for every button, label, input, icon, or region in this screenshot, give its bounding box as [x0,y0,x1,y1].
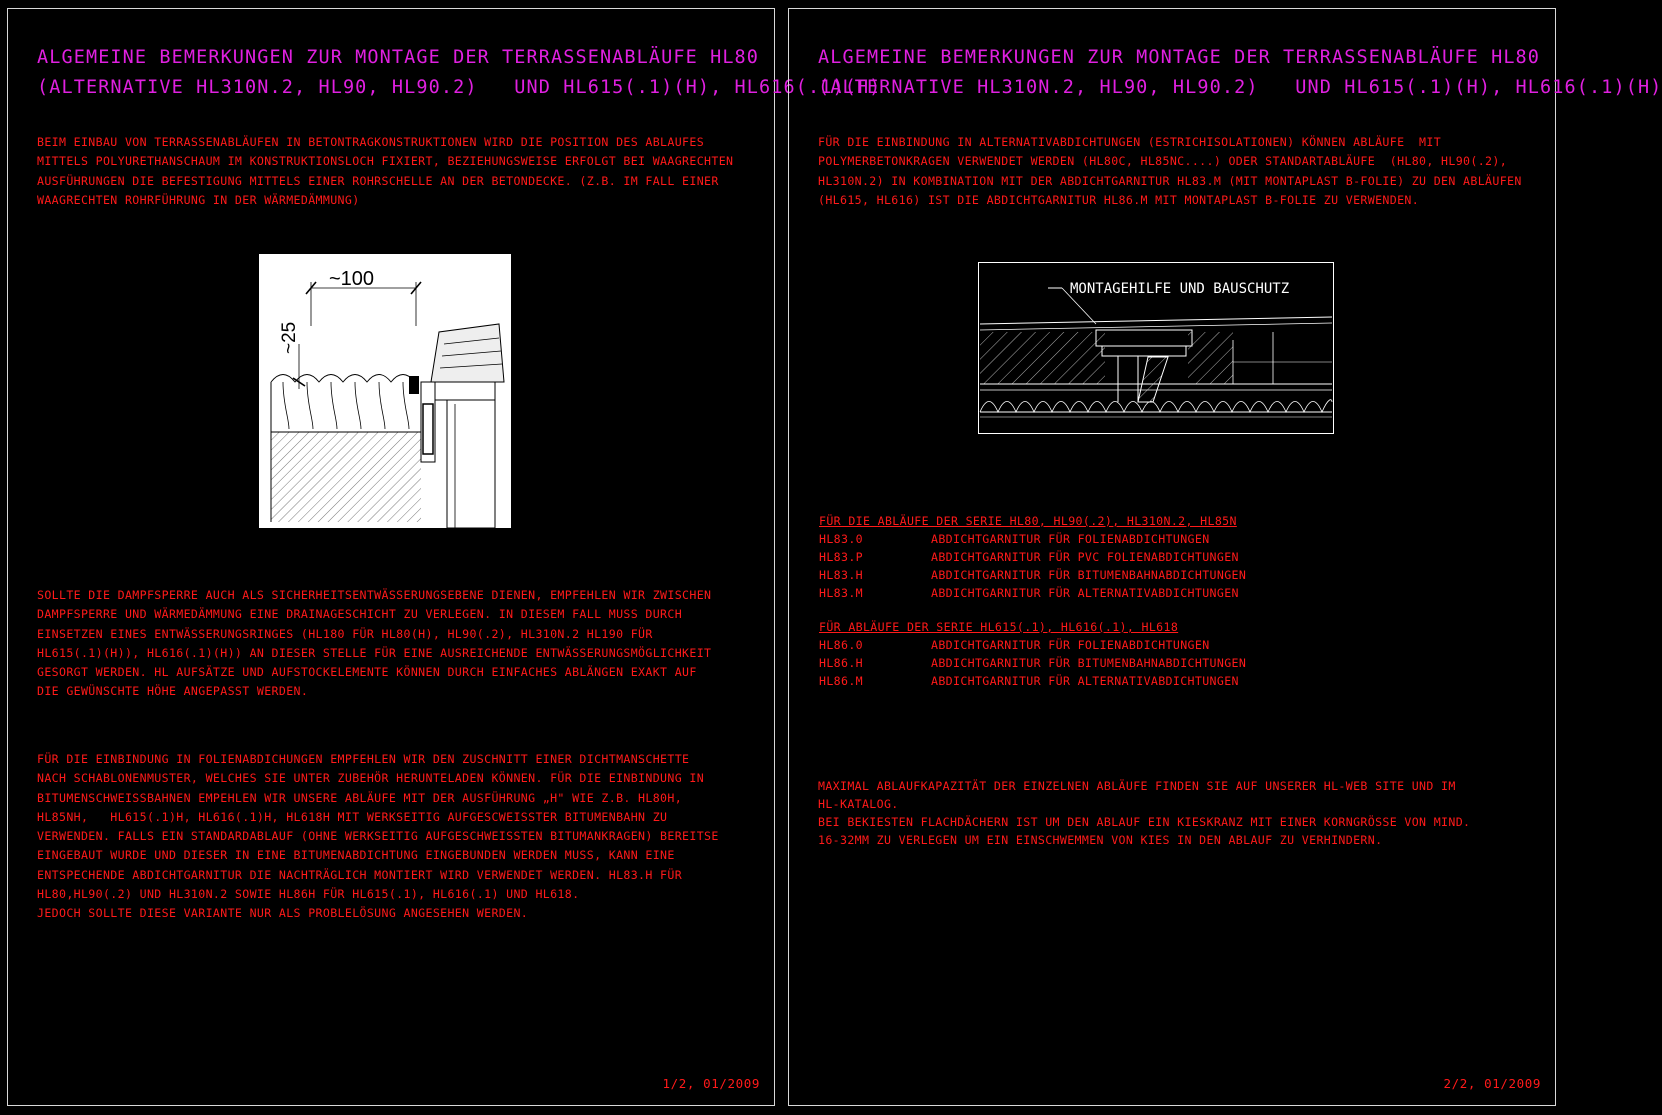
page-footer: 2/2, 01/2009 [1443,1076,1541,1091]
paragraph-vapour-barrier: SOLLTE DIE DAMPFSPERRE AUCH ALS SICHERHEITSENTWÄSSERUNGSEBENE DIENEN, EMPFEHLEN WIR ZWISCHEN DAMPFSPERRE UND WÄRMEDÄMMUNG EINE DRAINAGESCHICHT ZU VERLEGEN. IN DIESEM FALL MUSS DURCH EINSETZEN EINES ENTWÄSSERUNGSRINGES (HL180 FÜR HL80(H), HL90(.2), HL310N.2 HL190 FÜR HL615(.1)(H)), HL616(.1)(H)) AN DIESER STELLE FÜR EINE AUSREICHENDE ENTWÄSSERUNGSMÖGLICHKEIT GESORGT WERDEN. HL AUFSÄTZE UND AUFSTOCKELEMENTE KÖNNEN DURCH EINFACHES ABLÄNGEN EXAKT AUF DIE GEWÜNSCHTE HÖHE ANGEPASST WERDEN. [37,588,712,699]
table-cell-desc: ABDICHTGARNITUR FÜR BITUMENBAHNABDICHTUNGEN [931,568,1247,582]
table-cell-desc: ABDICHTGARNITUR FÜR FOLIENABDICHTUNGEN [931,638,1210,652]
table-row [819,584,1246,602]
dim-horizontal-label: ~100 [329,268,375,290]
page-footer: 1/2, 01/2009 [662,1076,760,1091]
table-cell-desc: ABDICHTGARNITUR FÜR PVC FOLIENABDICHTUNGEN [931,550,1239,564]
dim-vertical-label: ~25 [279,321,300,354]
paragraph-capacity-gravel: MAXIMAL ABLAUFKAPAZITÄT DER EINZELNEN ABLÄUFE FINDEN SIE AUF UNSERER HL-WEB SITE UND IM HL-KATALOG. BEI BEKIESTEN FLACHDÄCHERN IST UM DEN ABLAUF EIN KIESKRANZ MIT EINER KORNGRÖSSE VON MIND. 16-32MM ZU VERLEGEN UM EIN EINSCHWEMMEN VON KIES IN DEN ABLAUF ZU VERHINDERN. [818,779,1471,847]
table-row [819,548,1246,566]
table-cell-code: HL83.M [819,586,863,600]
mounting-aid-drawing [978,262,1334,434]
page-title: ALGEMEINE BEMERKUNGEN ZUR MONTAGE DER TERRASSENABLÄUFE HL80 (ALTERNATIVE HL310N.2, HL90, HL90.2) UND HL615(.1)(H), HL616(.1)(H) [37,47,882,98]
table-row [819,636,1246,654]
table-row [819,654,1246,672]
table-row [819,566,1246,584]
table-cell-code: HL83.H [819,568,863,582]
table-row [819,672,1246,690]
table-cell-code: HL83.0 [819,532,863,546]
table-cell-desc: ABDICHTGARNITUR FÜR ALTERNATIVABDICHTUNGEN [931,586,1239,600]
table-cell-desc: ABDICHTGARNITUR FÜR BITUMENBAHNABDICHTUNGEN [931,656,1247,670]
sheet-page-2 [788,8,1662,1106]
table-header: FÜR DIE ABLÄUFE DER SERIE HL80, HL90(.2), HL310N.2, HL85N [819,514,1237,528]
paragraph-alternative-sealing: FÜR DIE EINBINDUNG IN ALTERNATIVABDICHTUNGEN (ESTRICHISOLATIONEN) KÖNNEN ABLÄUFE MIT POLYMERBETONKRAGEN VERWENDET WERDEN (HL80C, HL85NC....) ODER STANDARTABLÄUFE (HL80, HL90(.2), HL310N.2) IN KOMBINATION MIT DER ABDICHTGARNITUR HL83.M (MIT MONTAPLAST B-FOLIE) ZU DEN ABLÄUFEN (HL615, HL616) IST DIE ABDICHTGARNITUR HL86.M MIT MONTAPLAST B-FOLIE ZU VERWENDEN. [818,135,1522,207]
table-cell-code: HL83.P [819,550,863,564]
table-cell-code: HL86.M [819,674,863,688]
paragraph-installation: BEIM EINBAU VON TERRASSENABLÄUFEN IN BETONTRAGKONSTRUKTIONEN WIRD DIE POSITION DES ABLAUFES MITTELS POLYURETHANSCHAUM IM KONSTRUKTIONSLOCH FIXIERT, BEZIEHUNGSWEISE ERFOLGT BEI WAAGRECHTEN AUSFÜHRUNGEN DIE BEFESTIGUNG MITTELS EINER ROHRSCHELLE AN DER BETONDECKE. (Z.B. IM FALL EINER WAAGRECHTEN ROHRFÜHRUNG IN DER WÄRMEDÄMMUNG) [37,135,734,207]
page-title: ALGEMEINE BEMERKUNGEN ZUR MONTAGE DER TERRASSENABLÄUFE HL80 (ALTERNATIVE HL310N.2, HL90, HL90.2) UND HL615(.1)(H), HL616(.1)(H) [818,47,1662,98]
table-header: FÜR ABLÄUFE DER SERIE HL615(.1), HL616(.1), HL618 [819,620,1179,634]
table-cell-code: HL86.0 [819,638,863,652]
sealing-kit-table-hl86 [819,618,1246,690]
drain-section-drawing [259,254,511,528]
sealing-kit-table-hl83 [819,512,1246,602]
table-cell-desc: ABDICHTGARNITUR FÜR ALTERNATIVABDICHTUNGEN [931,674,1239,688]
table-cell-desc: ABDICHTGARNITUR FÜR FOLIENABDICHTUNGEN [931,532,1210,546]
figure-label: MONTAGEHILFE UND BAUSCHUTZ [1070,281,1290,297]
table-row [819,530,1246,548]
paragraph-membrane: FÜR DIE EINBINDUNG IN FOLIENABDICHUNGEN EMPFEHLEN WIR DEN ZUSCHNITT EINER DICHTMANSCHETTE NACH SCHABLONENMUSTER, WELCHES SIE UNTER ZUBEHÖR HERUNTELADEN KÖNNEN. FÜR DIE EINBINDUNG IN BITUMENSCHWEISSBAHNEN EMPEHLEN WIR UNSERE ABLÄUFE MIT DER AUSFÜHRUNG „H" WIE Z.B. HL80H, HL85NH, HL615(.1)H, HL616(.1)H, HL618H MIT WERKSEITIG AUFGESCWEISSTER BITUMENBAHN ZU VERWENDEN. FALLS EIN STANDARDABLAUF (OHNE WERKSEITIG AUFGESCHWEISSTEN BITUMANKRAGEN) BEREITSE EINGEBAUT WURDE UND DIESER IN EINE BITUMENABDICHTUNG EINGEBUNDEN WERDEN MUSS, KANN EINE ENTSPECHENDE ABDICHTGARNITUR DIE NACHTRÄGLICH MONTIERT WIRD VERWENDET WERDEN. HL83.H FÜR HL80,HL90(.2) UND HL310N.2 SOWIE HL86H FÜR HL615(.1), HL616(.1) UND HL618. JEDOCH SOLLTE DIESE VARIANTE NUR ALS PROBLELÖSUNG ANGESEHEN WERDEN. [37,752,719,921]
table-cell-code: HL86.H [819,656,863,670]
